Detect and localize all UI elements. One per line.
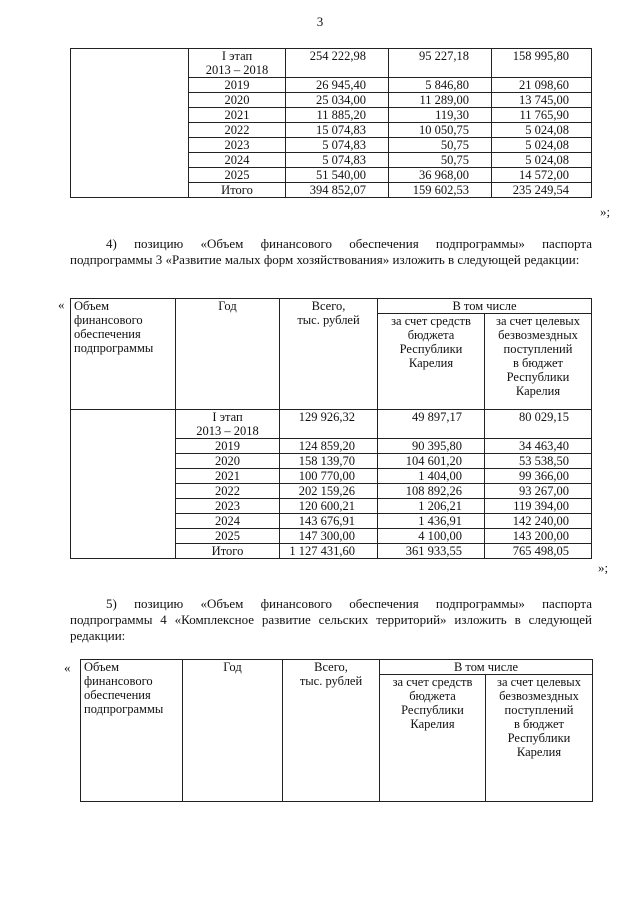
total-cell: 5 074,83 xyxy=(286,138,389,153)
year-cell: 2022 xyxy=(189,123,286,138)
gratuitous-cell: 142 240,00 xyxy=(485,514,592,529)
budget-cell: 50,75 xyxy=(389,138,492,153)
budget-cell: 108 892,26 xyxy=(378,484,485,499)
year-cell: 2024 xyxy=(176,514,280,529)
year-cell: 2021 xyxy=(176,469,280,484)
gratuitous-cell: 143 200,00 xyxy=(485,529,592,544)
gratuitous-cell: 119 394,00 xyxy=(485,499,592,514)
total-cell: 26 945,40 xyxy=(286,78,389,93)
header-year: Год xyxy=(183,660,283,802)
gratuitous-cell: 235 249,54 xyxy=(492,183,592,198)
gratuitous-cell: 99 366,00 xyxy=(485,469,592,484)
total-cell: 100 770,00 xyxy=(280,469,378,484)
header-including: В том числе xyxy=(380,660,593,675)
total-cell: 51 540,00 xyxy=(286,168,389,183)
budget-cell: 159 602,53 xyxy=(389,183,492,198)
header-total: Всего, тыс. рублей xyxy=(283,660,380,802)
year-cell: Итого xyxy=(176,544,280,559)
header-gratuitous: за счет целевых безвозмездных поступлений в бюджет Республики Карелия xyxy=(485,314,592,410)
year-cell: 2019 xyxy=(176,439,280,454)
gratuitous-cell: 14 572,00 xyxy=(492,168,592,183)
budget-cell: 11 289,00 xyxy=(389,93,492,108)
empty-label-cell xyxy=(71,49,189,198)
table-row xyxy=(71,49,592,78)
budget-cell: 5 846,80 xyxy=(389,78,492,93)
header-including: В том числе xyxy=(378,299,592,314)
financing-table-continued xyxy=(70,48,592,198)
gratuitous-cell: 80 029,15 xyxy=(485,410,592,439)
total-cell: 124 859,20 xyxy=(280,439,378,454)
header-gratuitous: за счет целевых безвозмездных поступлений в бюджет Республики Карелия xyxy=(486,675,593,802)
year-cell: 2019 xyxy=(189,78,286,93)
total-cell: 147 300,00 xyxy=(280,529,378,544)
page-number: 3 xyxy=(316,14,324,29)
opening-quote: « xyxy=(64,660,71,675)
gratuitous-cell: 13 745,00 xyxy=(492,93,592,108)
gratuitous-cell: 34 463,40 xyxy=(485,439,592,454)
total-cell: 254 222,98 xyxy=(286,49,389,78)
gratuitous-cell: 5 024,08 xyxy=(492,123,592,138)
year-cell: 2022 xyxy=(176,484,280,499)
gratuitous-cell: 53 538,50 xyxy=(485,454,592,469)
year-cell: 2020 xyxy=(189,93,286,108)
year-cell: 2020 xyxy=(176,454,280,469)
total-cell: 143 676,91 xyxy=(280,514,378,529)
budget-cell: 50,75 xyxy=(389,153,492,168)
empty-label-cell xyxy=(71,410,176,559)
total-cell: 158 139,70 xyxy=(280,454,378,469)
year-cell: Итого xyxy=(189,183,286,198)
budget-cell: 119,30 xyxy=(389,108,492,123)
gratuitous-cell: 21 098,60 xyxy=(492,78,592,93)
header-budget: за счет средств бюджета Республики Карелия xyxy=(378,314,485,410)
gratuitous-cell: 5 024,08 xyxy=(492,138,592,153)
gratuitous-cell: 93 267,00 xyxy=(485,484,592,499)
total-cell: 129 926,32 xyxy=(280,410,378,439)
year-cell: 2021 xyxy=(189,108,286,123)
opening-quote: « xyxy=(58,297,65,312)
budget-cell: 4 100,00 xyxy=(378,529,485,544)
budget-cell: 1 404,00 xyxy=(378,469,485,484)
header-budget: за счет средств бюджета Республики Карелия xyxy=(380,675,486,802)
total-cell: 11 885,20 xyxy=(286,108,389,123)
year-cell: I этап 2013 – 2018 xyxy=(189,49,286,78)
year-cell: 2024 xyxy=(189,153,286,168)
budget-cell: 95 227,18 xyxy=(389,49,492,78)
gratuitous-cell: 158 995,80 xyxy=(492,49,592,78)
gratuitous-cell: 765 498,05 xyxy=(485,544,592,559)
table-row xyxy=(71,410,592,439)
financing-table-subprogram-4 xyxy=(80,659,593,802)
total-cell: 202 159,26 xyxy=(280,484,378,499)
header-year: Год xyxy=(176,299,280,410)
total-cell: 1 127 431,60 xyxy=(280,544,378,559)
closing-quote: »; xyxy=(598,560,609,575)
budget-cell: 10 050,75 xyxy=(389,123,492,138)
budget-cell: 1 206,21 xyxy=(378,499,485,514)
budget-cell: 361 933,55 xyxy=(378,544,485,559)
year-cell: 2023 xyxy=(176,499,280,514)
financing-table-subprogram-3 xyxy=(70,298,592,559)
total-cell: 394 852,07 xyxy=(286,183,389,198)
total-cell: 15 074,83 xyxy=(286,123,389,138)
paragraph-item-4: 4) позицию «Объем финансового обеспечения подпрограммы» паспорта подпрограммы 3 «Развитие малых форм хозяйствования» изложить в следующей редакции: xyxy=(70,236,592,267)
budget-cell: 104 601,20 xyxy=(378,454,485,469)
year-cell: 2025 xyxy=(189,168,286,183)
year-cell: 2025 xyxy=(176,529,280,544)
gratuitous-cell: 11 765,90 xyxy=(492,108,592,123)
header-label: Объем финансового обеспечения подпрограммы xyxy=(81,660,183,802)
budget-cell: 36 968,00 xyxy=(389,168,492,183)
header-label: Объем финансового обеспечения подпрограммы xyxy=(71,299,176,410)
budget-cell: 49 897,17 xyxy=(378,410,485,439)
header-total: Всего, тыс. рублей xyxy=(280,299,378,410)
budget-cell: 1 436,91 xyxy=(378,514,485,529)
total-cell: 5 074,83 xyxy=(286,153,389,168)
year-cell: 2023 xyxy=(189,138,286,153)
total-cell: 25 034,00 xyxy=(286,93,389,108)
paragraph-item-5: 5) позицию «Объем финансового обеспечения подпрограммы» паспорта подпрограммы 4 «Комплексное развитие сельских территорий» изложить в следующей редакции: xyxy=(70,596,592,643)
closing-quote: »; xyxy=(600,204,611,219)
budget-cell: 90 395,80 xyxy=(378,439,485,454)
gratuitous-cell: 5 024,08 xyxy=(492,153,592,168)
year-cell: I этап 2013 – 2018 xyxy=(176,410,280,439)
total-cell: 120 600,21 xyxy=(280,499,378,514)
